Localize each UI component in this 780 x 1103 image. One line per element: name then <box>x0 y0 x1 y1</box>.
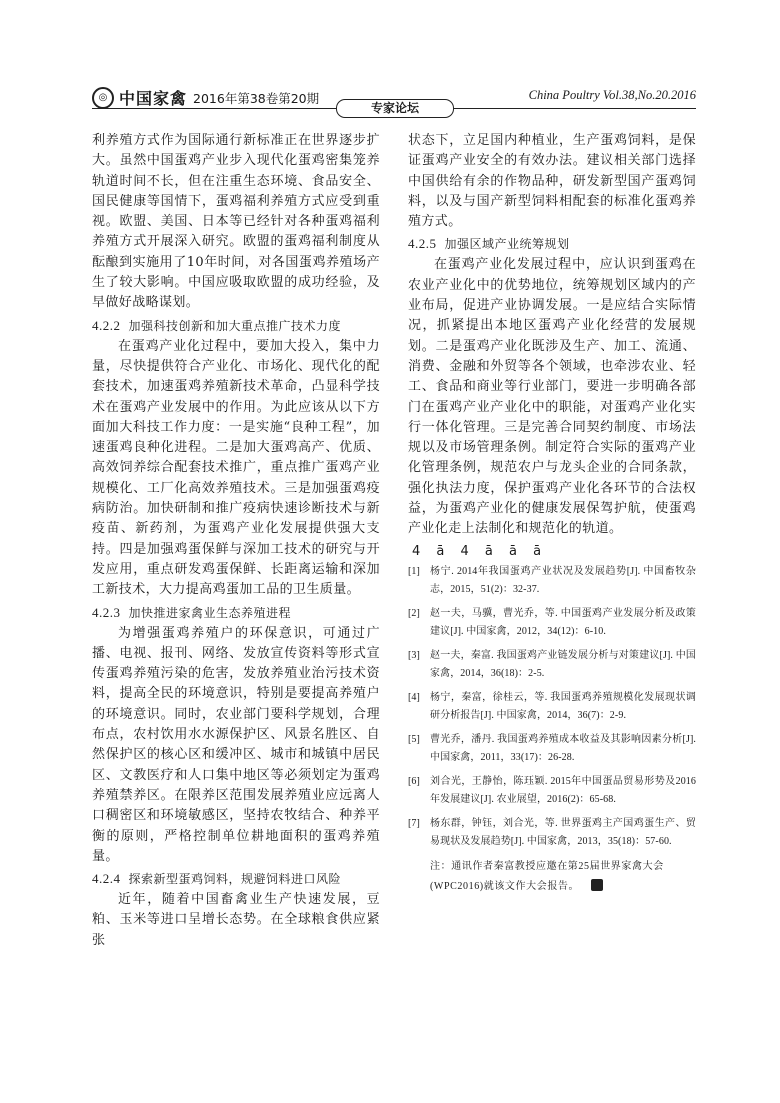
reference-text: 杨宁. 2014年我国蛋鸡产业状况及发展趋势[J]. 中国畜牧杂志，2015，51(2)：32-37. <box>430 565 696 595</box>
page-header <box>92 84 696 118</box>
section-number: 4.2.5 <box>408 236 437 252</box>
reference-item <box>408 731 696 767</box>
paragraph: 在蛋鸡产业化过程中，要加大投入，集中力量，尽快提供符合产业化、市场化、现代化的配套技术，加速蛋鸡养殖新技术革命，凸显科学技术在蛋鸡产业发展中的作用。为此应该从以下方面加大科技工作力度：一是实施“良种工程”，加速蛋鸡良种化进程。二是加大蛋鸡高产、优质、高效饲养综合配套技术推广，重点推广蛋鸡产业规模化、工厂化高效养殖技术。三是加强蛋鸡疫病防治。加快研制和推广疫病快速诊断技术与新疫苗、新药剂，为蛋鸡产业化发展提供强大支持。四是加强鸡蛋保鲜与深加工技术的研究与开发应用，重点研发鸡蛋保鲜、长距离运输和深加工新技术，大力提高鸡蛋加工品的卫生质量。 <box>92 338 380 598</box>
reference-number: [7] <box>408 817 420 829</box>
section-title: 加强区域产业统筹规划 <box>444 237 570 252</box>
section-number: 4.2.3 <box>92 604 121 620</box>
reference-number: [4] <box>408 691 420 703</box>
reference-item <box>408 689 696 725</box>
paragraph: 利养殖方式作为国际通行新标准正在世界逐步扩大。虽然中国蛋鸡产业步入现代化蛋鸡密集笼养轨道时间不长，但在注重生态环境、食品安全、国民健康等国情下，蛋鸡福利养殖方式应受到重视。欧盟、美国、日本等已经针对各种蛋鸡福利养殖方式开展深入研究。欧盟的蛋鸡福利制度从酝酿到实施用了10年时间，对各国蛋鸡养殖场产生了较大影响。中国应吸取欧盟的成功经验，及早做好战略谋划。 <box>92 133 380 311</box>
paragraph: 在蛋鸡产业化发展过程中，应认识到蛋鸡在农业产业化中的优势地位，统筹规划区域内的产业布局，促进产业协调发展。一是应结合实际情况，抓紧提出本地区蛋鸡产业化经营的发展规划。二是蛋鸡产业化既涉及生产、加工、流通、消费、金融和外贸等各个领域，也牵涉农业、轻工、食品和商业等行业部门，要进一步明确各部门在蛋鸡产业产业化中的职能，对蛋鸡产业化实行一体化管理。三是完善合同契约制度、市场法规以及市场管理条例。制定符合实际的蛋鸡产业化管理条例，规范农户与龙头企业的合同条款，强化执法力度，保护蛋鸡产业化各环节的合法权益，为蛋鸡产业化的健康发展保驾护航，使蛋鸡产业化走上法制化和规范化的轨道。 <box>408 257 696 537</box>
reference-number: [6] <box>408 775 420 787</box>
author-note <box>408 857 696 897</box>
right-column <box>408 131 696 897</box>
section-heading-4-2-5 <box>408 234 696 254</box>
author-note-text: 注：通讯作者秦富教授应邀在第25届世界家禽大会(WPC2016)就该文作大会报告。 <box>430 860 664 892</box>
reference-list <box>408 563 696 851</box>
reference-number: [5] <box>408 733 420 745</box>
issue-info-cn: 2016年第38卷第20期 <box>193 90 320 106</box>
reference-item <box>408 605 696 641</box>
reference-text: 曹光乔，潘丹. 我国蛋鸡养殖成本收益及其影响因素分析[J]. 中国家禽，2011，33(17)：26-28. <box>430 733 696 763</box>
end-of-article-icon <box>591 879 603 891</box>
journal-logo <box>92 86 319 109</box>
reference-text: 赵一夫，马骥，曹光乔，等. 中国蛋鸡产业发展分析及政策建议[J]. 中国家禽，2012，34(12)：6-10. <box>430 607 696 637</box>
reference-item <box>408 563 696 599</box>
section-heading-4-2-2 <box>92 316 380 336</box>
journal-emblem-icon: ◎ <box>92 87 114 109</box>
reference-item <box>408 815 696 851</box>
reference-item <box>408 647 696 683</box>
journal-name-cn: 中国家禽 <box>119 89 188 108</box>
section-title: 加强科技创新和加大重点推广技术力度 <box>128 318 342 333</box>
reference-text: 杨宁，秦富，徐桂云，等. 我国蛋鸡养殖规模化发展现状调研分析报告[J]. 中国家禽，2014，36(7)：2-9. <box>430 691 696 721</box>
section-heading-4-2-4 <box>92 869 380 889</box>
section-title: 加快推进家禽业生态养殖进程 <box>128 605 292 620</box>
reference-item <box>408 773 696 809</box>
reference-number: [2] <box>408 607 420 619</box>
section-number: 4.2.4 <box>92 871 121 887</box>
section-heading-4-2-3 <box>92 603 380 623</box>
column-tab: 专家论坛 <box>336 99 454 118</box>
paragraph: 状态下，立足国内种植业，生产蛋鸡饲料，是保证蛋鸡产业安全的有效办法。建议相关部门选择中国供给有余的作物品种，研发新型国产蛋鸡饲料，以及与国产新型饲料相配套的标准化蛋鸡养殖方式。 <box>408 133 696 230</box>
reference-text: 刘合光，王静怡，陈珏颖. 2015年中国蛋品贸易形势及2016年发展建议[J]. 农业展望，2016(2)：65-68. <box>430 775 696 805</box>
paragraph: 为增强蛋鸡养殖户的环保意识，可通过广播、电视、报刊、网络、发放宣传资料等形式宣传蛋鸡养殖污染的危害，发放养殖业治污技术资料，提高全民的环境意识，特别是要提高养殖户的环境意识。同时，农业部门要科学规划，合理布点，农村饮用水水源保护区、风景名胜区、自然保护区的核心区和缓冲区、城市和城镇中居民区、文教医疗和人口集中地区等必须划定为蛋鸡养殖禁养区。在限养区范围发展养殖业应远离人口稠密区和环境敏感区，坚持农牧结合、种养平衡的原则，严格控制单位耕地面积的蛋鸡养殖量。 <box>92 625 380 864</box>
section-number: 4.2.2 <box>92 317 121 333</box>
reference-text: 杨东群，钟钰，刘合光，等. 世界蛋鸡主产国鸡蛋生产、贸易现状及发展趋势[J]. 中国家禽，2013，35(18)：57-60. <box>430 817 696 847</box>
reference-number: [3] <box>408 649 420 661</box>
references-heading: 4 ā 4 ā ā ā <box>412 543 548 559</box>
left-column <box>92 131 380 951</box>
section-title: 探索新型蛋鸡饲料，规避饲料进口风险 <box>128 872 342 887</box>
reference-text: 赵一夫，秦富. 我国蛋鸡产业链发展分析与对策建议[J]. 中国家禽，2014，36(18)：2-5. <box>430 649 696 679</box>
journal-name-en: China Poultry Vol.38,No.20.2016 <box>528 88 696 102</box>
paragraph: 近年，随着中国畜禽业生产快速发展，豆粕、玉米等进口呈增长态势。在全球粮食供应紧张 <box>92 892 380 948</box>
reference-number: [1] <box>408 565 420 577</box>
